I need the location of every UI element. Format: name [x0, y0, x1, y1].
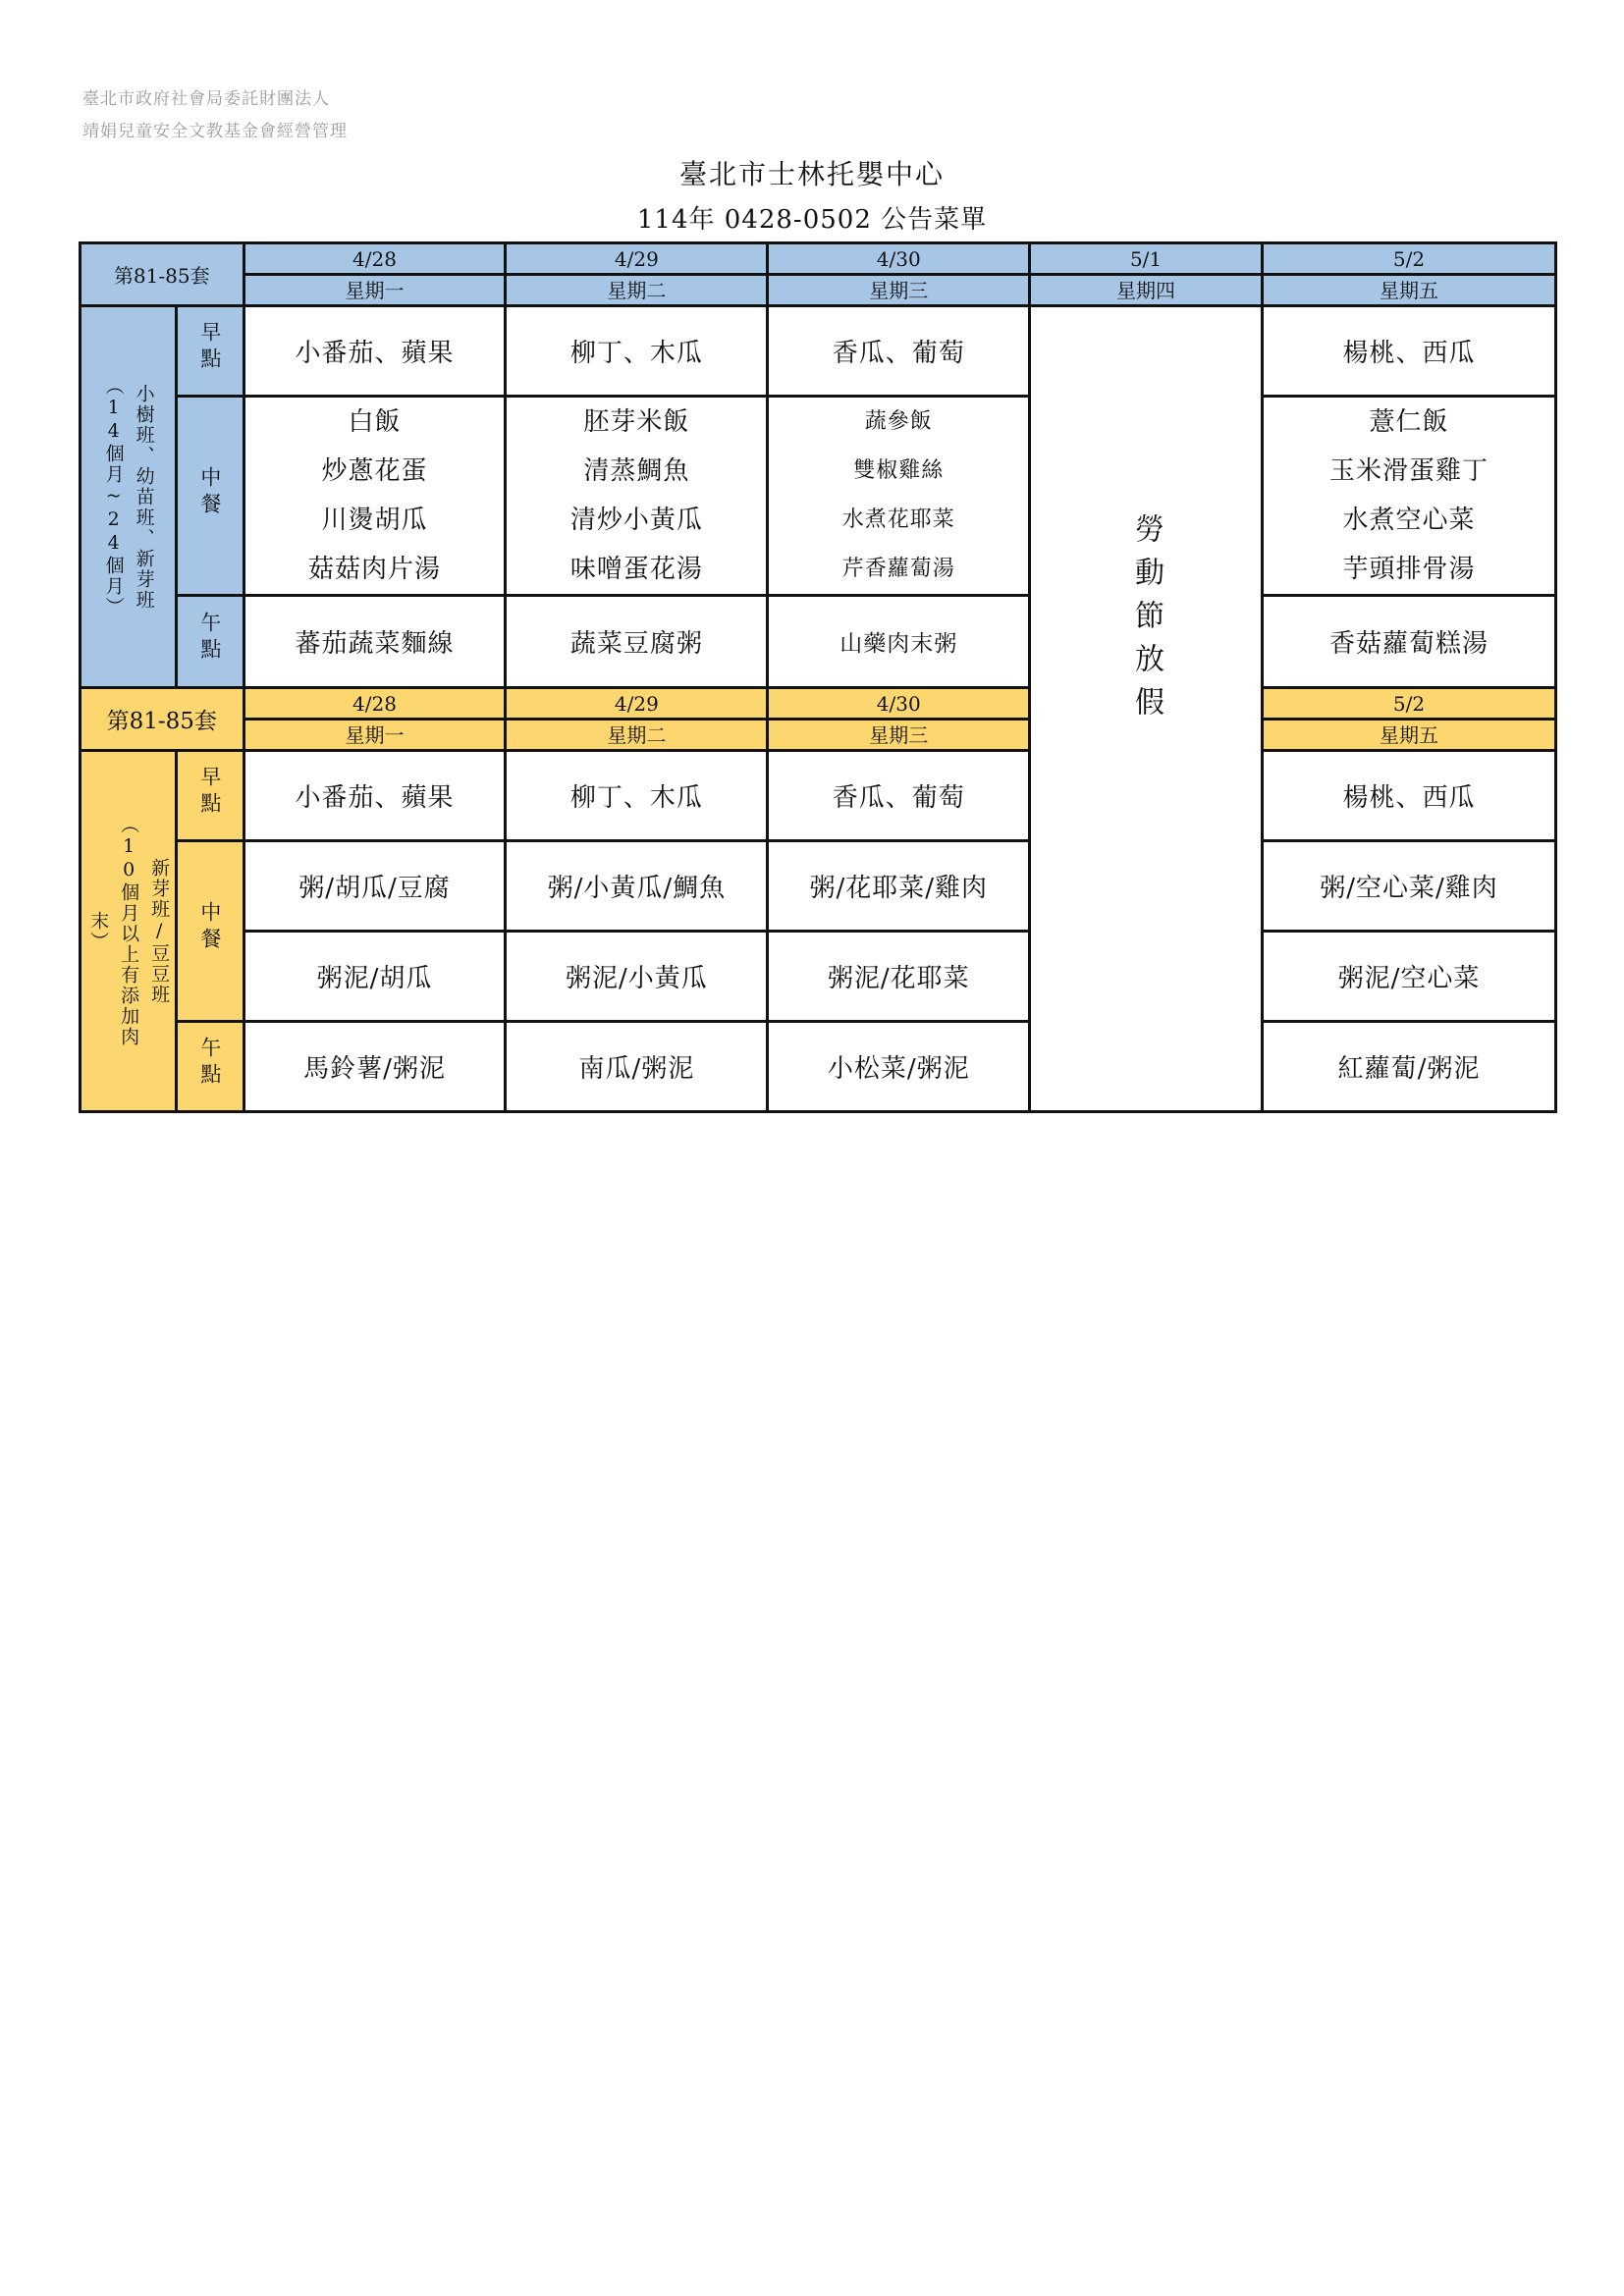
menu-cell: 蔬菜豆腐粥: [506, 596, 768, 688]
date-header: 4/29: [506, 688, 768, 720]
menu-cell: 粥/花耶菜/雞肉: [768, 841, 1030, 932]
meal-label-lunch: 中餐: [177, 397, 244, 596]
group-label-line: 新芽班/豆豆班: [148, 857, 171, 1005]
org-line-1: 臺北市政府社會局委託財團法人: [82, 89, 330, 109]
weekday-header: 星期三: [768, 720, 1030, 751]
menu-table: [79, 241, 1557, 1113]
meal-label-lunch: 中餐: [177, 841, 244, 1022]
menu-cell: 香瓜、葡萄: [768, 751, 1030, 841]
weekday-header: 星期一: [244, 720, 506, 751]
menu-cell: 粥/胡瓜/豆腐: [244, 841, 506, 932]
group-label-line: 末）: [87, 910, 110, 952]
menu-cell: 蔬參飯 雙椒雞絲 水煮花耶菜 芹香蘿蔔湯: [768, 397, 1030, 596]
meal-label-snack: 午點: [177, 596, 244, 688]
menu-cell: 楊桃、西瓜: [1262, 751, 1555, 841]
page-subtitle: 114年 0428-0502 公告菜單: [636, 205, 988, 235]
menu-cell: 南瓜/粥泥: [506, 1022, 768, 1112]
date-header: 4/30: [768, 688, 1030, 720]
group-label-2: [81, 751, 177, 1112]
menu-cell: 香菇蘿蔔糕湯: [1262, 596, 1555, 688]
group-label-line: （10個月以上有添加肉: [118, 815, 140, 1047]
date-header: 5/2: [1262, 243, 1555, 275]
meal-label-snack: 午點: [177, 1022, 244, 1112]
menu-cell: 山藥肉末粥: [768, 596, 1030, 688]
menu-cell: 小番茄、蘋果: [244, 306, 506, 397]
meal-label-breakfast: 早點: [177, 306, 244, 397]
set-label-2: 第81-85套: [81, 688, 244, 751]
menu-cell: 蕃茄蔬菜麵線: [244, 596, 506, 688]
weekday-header: 星期五: [1262, 720, 1555, 751]
menu-cell: 馬鈴薯/粥泥: [244, 1022, 506, 1112]
weekday-header: 星期五: [1262, 275, 1555, 306]
menu-cell: 薏仁飯 玉米滑蛋雞丁 水煮空心菜 芋頭排骨湯: [1262, 397, 1555, 596]
org-line-2: 靖娟兒童安全文教基金會經營管理: [82, 122, 348, 141]
date-header: 4/28: [244, 243, 506, 275]
group-label-line: 小樹班、幼苗班、新芽班: [133, 383, 155, 611]
menu-cell: 粥泥/花耶菜: [768, 932, 1030, 1022]
weekday-header: 星期二: [506, 275, 768, 306]
menu-cell: 柳丁、木瓜: [506, 306, 768, 397]
date-header: 5/1: [1030, 243, 1263, 275]
menu-cell: 粥泥/小黃瓜: [506, 932, 768, 1022]
meal-label-breakfast: 早點: [177, 751, 244, 841]
group-label-line: （14個月~24個月）: [102, 376, 125, 617]
page-title: 臺北市士林托嬰中心: [678, 158, 945, 190]
menu-cell: 紅蘿蔔/粥泥: [1262, 1022, 1555, 1112]
menu-cell: 粥/小黃瓜/鯛魚: [506, 841, 768, 932]
menu-cell: 楊桃、西瓜: [1262, 306, 1555, 397]
weekday-header: 星期四: [1030, 275, 1263, 306]
menu-cell: 粥泥/胡瓜: [244, 932, 506, 1022]
menu-cell: 粥/空心菜/雞肉: [1262, 841, 1555, 932]
weekday-header: 星期三: [768, 275, 1030, 306]
set-label-1: 第81-85套: [81, 243, 244, 306]
menu-cell: 胚芽米飯 清蒸鯛魚 清炒小黃瓜 味噌蛋花湯: [506, 397, 768, 596]
menu-cell: 柳丁、木瓜: [506, 751, 768, 841]
date-header: 5/2: [1262, 688, 1555, 720]
menu-cell: 白飯 炒蔥花蛋 川燙胡瓜 菇菇肉片湯: [244, 397, 506, 596]
date-header: 4/28: [244, 688, 506, 720]
menu-cell: 香瓜、葡萄: [768, 306, 1030, 397]
weekday-header: 星期一: [244, 275, 506, 306]
holiday-cell: 勞動節放假: [1030, 306, 1263, 1112]
date-header: 4/30: [768, 243, 1030, 275]
menu-cell: 小松菜/粥泥: [768, 1022, 1030, 1112]
menu-cell: 小番茄、蘋果: [244, 751, 506, 841]
menu-cell: 粥泥/空心菜: [1262, 932, 1555, 1022]
weekday-header: 星期二: [506, 720, 768, 751]
group-label-1: [81, 306, 177, 688]
date-header: 4/29: [506, 243, 768, 275]
